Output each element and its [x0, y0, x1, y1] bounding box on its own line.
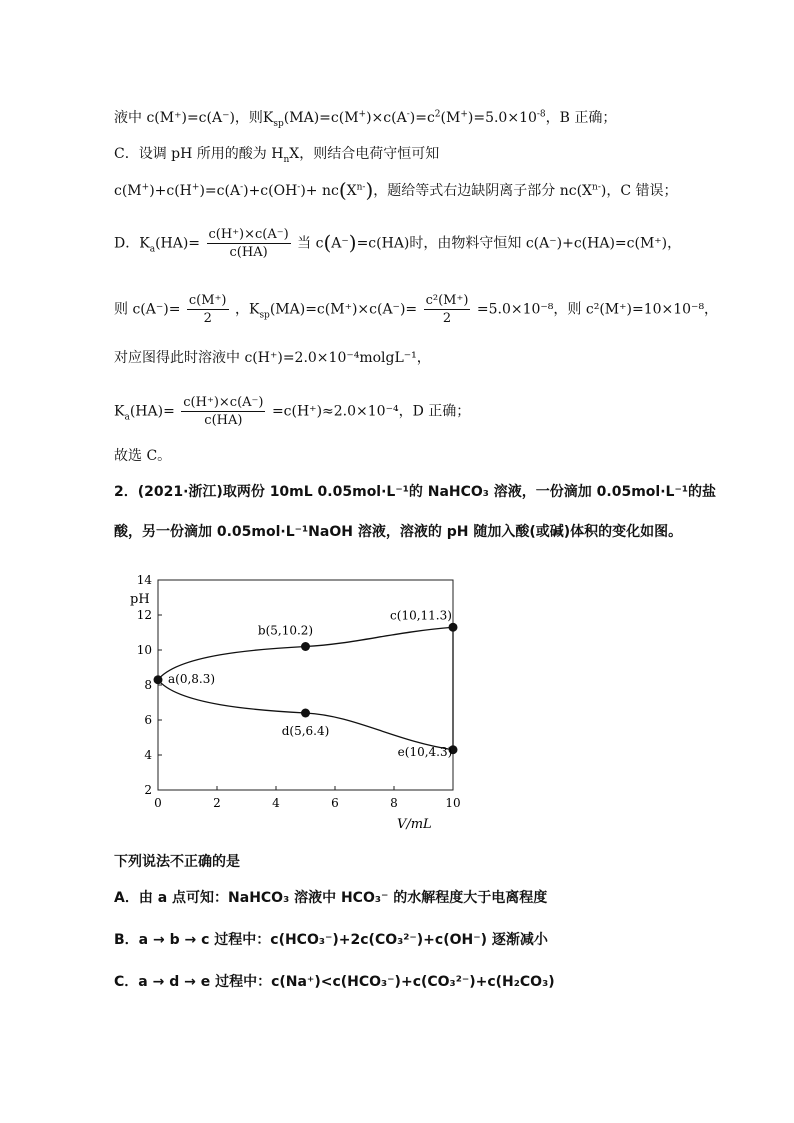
option-b[interactable]: B．a → b → c 过程中：c(HCO₃⁻)+2c(CO₃²⁻)+c(OH⁻) 逐渐减小: [114, 932, 548, 948]
answer-line: 故选 C。: [114, 448, 172, 464]
ph-titration-chart: [108, 565, 468, 835]
point-label: e(10,4.3): [397, 744, 453, 759]
solution-line-d3: 对应图得此时溶液中 c(H⁺)=2.0×10⁻⁴molgL⁻¹，: [114, 350, 431, 366]
point-label: b(5,10.2): [257, 623, 314, 638]
option-c[interactable]: C．a → d → e 过程中：c(Na⁺)<c(HCO₃⁻)+c(CO₃²⁻)+c(H₂CO₃): [114, 974, 555, 990]
ksp-fraction: $\frac{\text{c²(M⁺)}}{2}$: [425, 293, 469, 326]
ka-fraction-2: $\frac{c(H^+)\times c(A^-)}{c(HA)}$: [183, 395, 264, 428]
data-point: [301, 709, 310, 718]
y-tick-label: 2: [144, 783, 152, 797]
solution-line-d: D．$K_a(HA)=$ $\frac{c(H^+)\times c(A^-)}{c(HA)}$ 当 c(A⁻)=c(HA)时，由物料守恒知 c(A⁻)+c(HA)=c(M⁺)，: [114, 227, 682, 260]
y-tick-label: 12: [136, 608, 152, 622]
x-tick-label: 6: [331, 796, 339, 810]
x-tick-label: 10: [445, 796, 461, 810]
point-label: d(5,6.4): [281, 724, 330, 738]
x-tick-label: 0: [154, 796, 162, 810]
data-point: [154, 675, 163, 684]
question-line-2: 酸，另一份滴加 0.05mol·L⁻¹NaOH 溶液，溶液的 pH 随加入酸(或碱)体积的变化如图。: [114, 524, 683, 540]
y-axis-label: pH: [130, 591, 150, 607]
x-tick-label: 2: [213, 796, 221, 810]
solution-line-b: 液中 c(M⁺)=c(A⁻)，则$K_{sp}(MA)=c(M^+)\times c(A^-)=c^2(M^+)=5.0\times 10^{-8}$，B 正确；: [114, 109, 617, 129]
ca-fraction: $\frac{c(M^+)}{2}$: [188, 293, 227, 326]
x-tick-label: 4: [272, 796, 280, 810]
question-line-1: 2．(2021·浙江)取两份 10mL 0.05mol·L⁻¹的 NaHCO₃ 溶液，一份滴加 0.05mol·L⁻¹的盐: [114, 484, 716, 500]
data-point: [301, 642, 310, 651]
data-point: [449, 623, 458, 632]
solution-line-c: C．设调 pH 所用的酸为 $H_nX$，则结合电荷守恒可知: [114, 146, 440, 165]
question-prompt: 下列说法不正确的是: [114, 854, 240, 870]
y-tick-label: 8: [144, 678, 152, 692]
solution-line-d4: $K_a(HA)=$ $\frac{c(H^+)\times c(A^-)}{c(HA)}$ =c(H⁺)≈2.0×10⁻⁴，D 正确；: [114, 395, 471, 428]
x-tick-label: 8: [390, 796, 398, 810]
solution-line-d2: 则 c(A⁻)= $\frac{c(M^+)}{2}$ ，$K_{sp}(MA)=c(M^+)\times c(A^-)=$ $\frac{\text{c²(M⁺)}}{2}$ =5.0×10⁻⁸，则 c²(M⁺)=10×10⁻⁸，: [114, 293, 719, 326]
y-tick-label: 6: [144, 713, 152, 727]
option-a[interactable]: A．由 a 点可知：NaHCO₃ 溶液中 HCO₃⁻ 的水解程度大于电离程度: [114, 890, 548, 906]
y-tick-label: 10: [136, 643, 152, 657]
y-tick-label: 14: [136, 573, 152, 587]
x-axis-label: V/mL: [396, 817, 432, 832]
point-label: c(10,11.3): [390, 608, 452, 623]
charge-conservation-line: $c(M^+)+c(H^+)=c(A^-)+c(OH^-)+ nc(X^{n-})$，题给等式右边缺阴离子部分 $nc(X^{n-})$，C 错误；: [114, 178, 678, 202]
point-label: a(0,8.3): [168, 671, 216, 686]
y-tick-label: 4: [144, 748, 152, 762]
ka-fraction: $\frac{c(H^+)\times c(A^-)}{c(HA)}$: [208, 227, 289, 260]
